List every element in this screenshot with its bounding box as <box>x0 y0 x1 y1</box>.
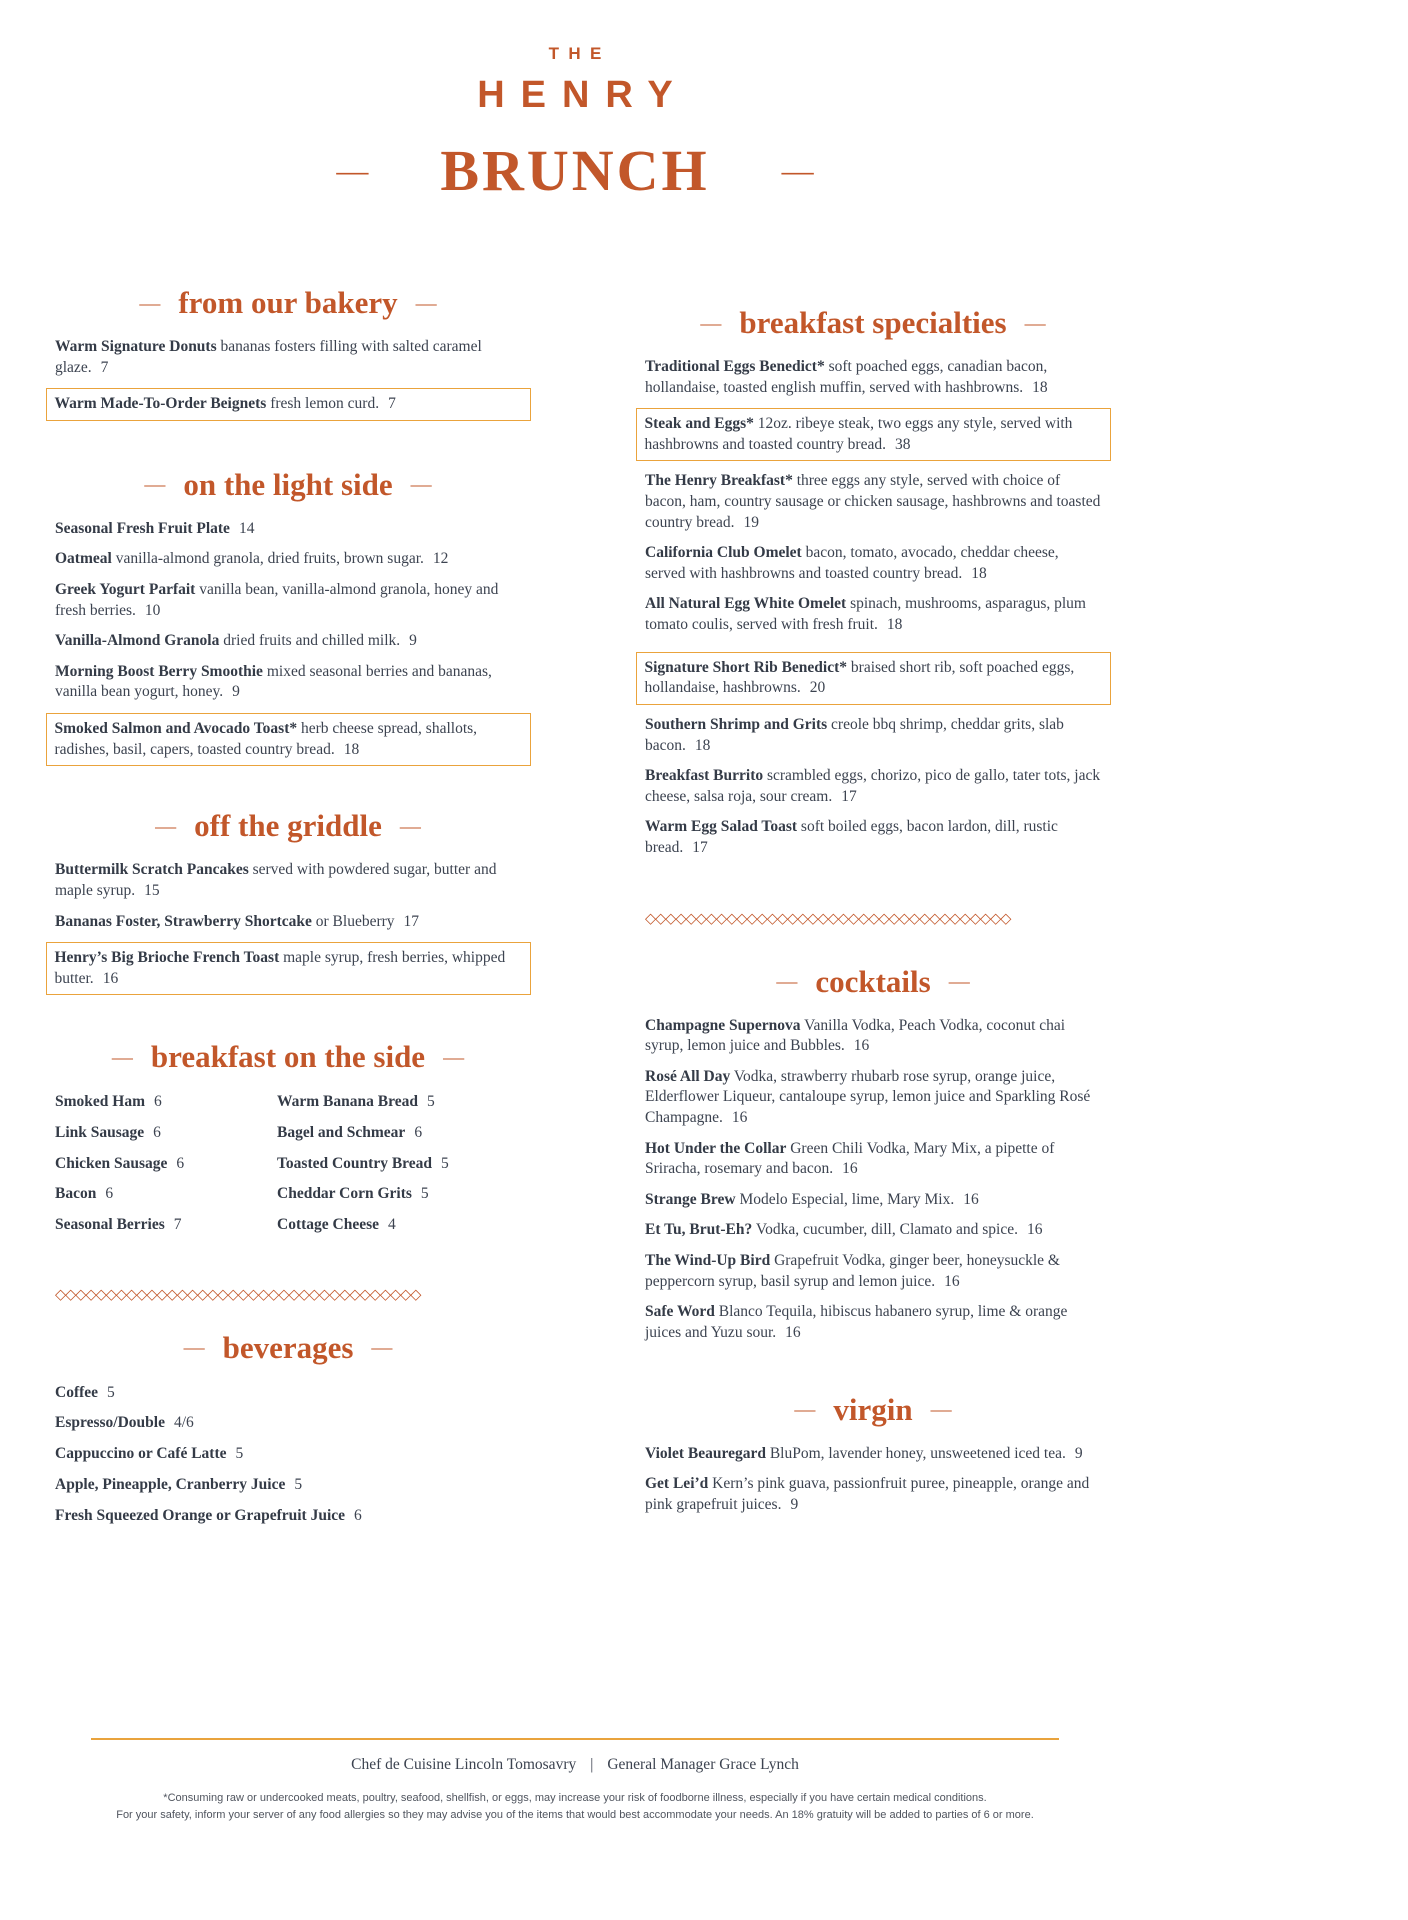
item-name: Espresso/Double <box>55 1414 165 1432</box>
heading-dash: — <box>443 1044 465 1069</box>
item-name: Fresh Squeezed Orange or Grapefruit Juice <box>55 1506 346 1524</box>
item-price: 7 <box>388 395 396 413</box>
menu-item <box>55 1122 277 1144</box>
item-price: 6 <box>354 1506 362 1524</box>
item-name: Smoked Salmon and Avocado Toast* <box>54 720 298 738</box>
menu-item <box>645 1302 1101 1343</box>
section-title: breakfast specialties <box>739 305 1007 340</box>
item-name: Southern Shrimp and Grits <box>645 715 828 733</box>
item-name: Breakfast Burrito <box>645 767 764 785</box>
item-name: The Wind-Up Bird <box>645 1252 771 1270</box>
item-price: 10 <box>144 601 161 619</box>
section-cocktails <box>645 964 1101 1344</box>
item-price: 9 <box>409 632 417 650</box>
menu-item <box>636 408 1111 461</box>
item-price: 17 <box>403 912 420 930</box>
item-name: Traditional Eggs Benedict* <box>645 358 825 375</box>
item-price: 16 <box>963 1190 979 1208</box>
item-price: 9 <box>232 683 240 701</box>
item-price: 5 <box>426 1093 435 1111</box>
menu-body <box>55 285 1101 1535</box>
item-name: Et Tu, Brut-Eh? <box>645 1221 753 1239</box>
item-description: vanilla-almond granola, dried fruits, brown sugar. <box>115 550 424 568</box>
item-price: 6 <box>105 1185 114 1203</box>
item-price: 16 <box>785 1323 801 1341</box>
heading-dash: — <box>183 1335 205 1360</box>
item-name: Seasonal Fresh Fruit Plate <box>55 519 230 537</box>
disclaimer <box>110 1790 1040 1824</box>
menu-item <box>55 1443 521 1465</box>
item-price: 6 <box>153 1124 161 1142</box>
heading-dash: — <box>930 1397 952 1421</box>
item-price: 7 <box>100 358 109 376</box>
section-heading <box>645 964 1101 1000</box>
section-heading <box>55 1039 521 1075</box>
heading-dash: — <box>410 472 432 497</box>
title-dash-left: — <box>336 152 369 188</box>
menu-item <box>55 1153 277 1175</box>
menu-item <box>277 1122 521 1144</box>
item-name: Champagne Supernova <box>645 1016 801 1034</box>
menu-item <box>645 1190 1101 1211</box>
menu-item <box>645 1474 1101 1515</box>
item-name: The Henry Breakfast* <box>645 472 793 490</box>
item-name: Chicken Sausage <box>55 1154 168 1172</box>
item-name: Cappuccino or Café Latte <box>55 1445 227 1463</box>
section-breakfast-specialties <box>645 305 1101 859</box>
item-price: 4 <box>388 1216 396 1234</box>
menu-item <box>636 652 1111 705</box>
item-price: 38 <box>894 435 911 453</box>
sides-grid <box>55 1091 521 1244</box>
item-price: 4/6 <box>173 1414 194 1432</box>
menu-item <box>55 912 521 933</box>
heading-dash: — <box>948 969 970 994</box>
credits-separator: | <box>590 1756 594 1773</box>
item-name: Cottage Cheese <box>277 1216 380 1234</box>
item-price: 7 <box>173 1216 182 1234</box>
item-description: Vodka, strawberry rhubarb rose syrup, orange juice, Elderflower Liqueur, cantaloupe syrup, lemon juice and Sparkling Rosé Champagne. <box>645 1067 1091 1127</box>
item-name: Steak and Eggs* <box>644 415 754 433</box>
item-price: 18 <box>1032 378 1048 396</box>
item-description: or Blueberry <box>315 912 395 930</box>
menu-item <box>55 631 521 652</box>
diamond-divider: ◇◇◇◇◇◇◇◇◇◇◇◇◇◇◇◇◇◇◇◇◇◇◇◇◇◇◇◇◇◇◇◇◇◇◇◇ <box>645 910 1011 927</box>
menu-item <box>645 357 1101 398</box>
item-name: Rosé All Day <box>645 1067 731 1085</box>
item-price: 12 <box>432 550 449 568</box>
item-description: dried fruits and chilled milk. <box>223 632 401 650</box>
menu-item <box>645 1251 1101 1292</box>
footer-rule <box>91 1738 1059 1740</box>
item-name: Apple, Pineapple, Cranberry Juice <box>55 1475 286 1493</box>
menu-item <box>645 594 1101 635</box>
item-list <box>645 1016 1101 1344</box>
item-price: 16 <box>102 969 119 987</box>
heading-dash: — <box>155 813 177 838</box>
section-heading <box>645 305 1101 341</box>
right-column <box>645 285 1101 1535</box>
item-price: 6 <box>154 1093 162 1111</box>
item-list <box>55 860 521 995</box>
heading-dash: — <box>139 290 161 315</box>
item-list <box>55 1382 521 1526</box>
item-name: All Natural Egg White Omelet <box>645 595 847 613</box>
menu-item <box>645 1067 1101 1129</box>
menu-item <box>645 1139 1101 1180</box>
section-heading <box>55 467 521 503</box>
item-description: scrambled eggs, chorizo, pico de gallo, tater tots, jack cheese, salsa roja, sour cream. <box>645 767 1101 805</box>
heading-dash: — <box>1024 310 1046 335</box>
section-heading <box>55 1330 521 1366</box>
chef-credit: Chef de Cuisine Lincoln Tomosavry <box>351 1756 577 1773</box>
menu-item <box>55 1214 277 1236</box>
item-price: 18 <box>694 736 711 754</box>
section-heading <box>55 808 521 844</box>
heading-dash: — <box>700 310 722 335</box>
item-name: Hot Under the Collar <box>645 1139 787 1157</box>
section-beverages <box>55 1330 521 1526</box>
menu-item <box>46 713 531 766</box>
section-off-the-griddle <box>55 808 521 995</box>
menu-item <box>645 1016 1101 1057</box>
section-title: from our bakery <box>178 285 398 320</box>
item-name: Bananas Foster, Strawberry Shortcake <box>55 912 312 930</box>
section-from-our-bakery <box>55 285 521 421</box>
menu-item <box>55 1183 277 1205</box>
item-price: 20 <box>809 679 826 697</box>
item-description: Kern’s pink guava, passionfruit puree, pineapple, orange and pink grapefruit juices. <box>645 1475 1090 1513</box>
menu-item <box>46 942 531 995</box>
item-name: Signature Short Rib Benedict* <box>644 658 848 676</box>
disclaimer-line-1: *Consuming raw or undercooked meats, poultry, seafood, shellfish, or eggs, may increase your risk of foodborne illness, especially if you have certain medical conditions. <box>163 1792 987 1804</box>
item-list <box>645 1444 1101 1516</box>
menu-item <box>55 1505 521 1527</box>
menu-item <box>55 519 521 540</box>
item-price: 16 <box>1026 1221 1043 1239</box>
section-heading <box>645 1392 1101 1428</box>
item-name: Link Sausage <box>55 1124 145 1142</box>
menu-item <box>55 1382 521 1404</box>
section-title: beverages <box>222 1329 354 1365</box>
heading-dash: — <box>794 1397 816 1421</box>
item-name: Smoked Ham <box>55 1093 145 1111</box>
heading-dash: — <box>399 813 421 838</box>
menu-item <box>55 337 521 378</box>
item-price: 17 <box>692 838 708 856</box>
menu-item <box>277 1153 521 1175</box>
menu-item <box>645 543 1101 584</box>
section-title: off the griddle <box>194 808 382 844</box>
menu-item <box>55 549 521 570</box>
section-title: on the light side <box>183 466 393 502</box>
item-name: Coffee <box>55 1383 99 1401</box>
item-name: Bacon <box>55 1185 97 1203</box>
item-name: Safe Word <box>645 1303 715 1321</box>
menu-item <box>645 766 1101 807</box>
menu-footer <box>0 1738 1150 1824</box>
item-name: Oatmeal <box>55 550 112 568</box>
menu-item <box>645 715 1101 756</box>
item-name: California Club Omelet <box>645 544 802 562</box>
item-name: Cheddar Corn Grits <box>277 1185 412 1203</box>
heading-dash: — <box>371 1335 393 1360</box>
item-name: Greek Yogurt Parfait <box>55 581 196 599</box>
diamond-divider: ◇◇◇◇◇◇◇◇◇◇◇◇◇◇◇◇◇◇◇◇◇◇◇◇◇◇◇◇◇◇◇◇◇◇◇◇ <box>55 1286 421 1303</box>
item-name: Vanilla-Almond Granola <box>55 632 220 650</box>
menu-item <box>55 662 521 703</box>
item-name: Get Lei’d <box>645 1475 709 1493</box>
section-virgin <box>645 1392 1101 1516</box>
item-price: 5 <box>107 1383 115 1401</box>
item-name: Henry’s Big Brioche French Toast <box>54 949 280 967</box>
item-description: three eggs any style, served with choice of bacon, ham, country sausage or chicken sausage, hashbrowns and toasted country bread. <box>645 472 1101 531</box>
item-price: 6 <box>176 1154 185 1172</box>
item-price: 16 <box>944 1272 960 1290</box>
item-description: bacon, tomato, avocado, cheddar cheese, served with hashbrowns and toasted country bread. <box>645 544 1059 582</box>
item-price: 18 <box>343 740 360 758</box>
item-name: Warm Egg Salad Toast <box>645 818 798 836</box>
menu-item <box>55 1474 521 1496</box>
sides-column-1 <box>55 1091 277 1244</box>
item-list <box>55 337 521 421</box>
disclaimer-line-2: For your safety, inform your server of any food allergies so they may advise you of the items that would best accommodate your needs. An 18% gratuity will be added to parties of 6 or more. <box>116 1809 1034 1822</box>
menu-item <box>55 580 521 621</box>
item-description: fresh lemon curd. <box>270 395 380 413</box>
section-breakfast-on-the-side <box>55 1039 521 1244</box>
item-price: 15 <box>144 881 160 899</box>
item-price: 5 <box>235 1445 244 1463</box>
item-price: 5 <box>420 1185 429 1203</box>
menu-item <box>277 1091 521 1113</box>
item-price: 16 <box>842 1160 858 1178</box>
item-description: Vanilla Vodka, Peach Vodka, coconut chai syrup, lemon juice and Bubbles. <box>645 1016 1066 1055</box>
brand-header <box>0 44 1150 204</box>
item-description: soft poached eggs, canadian bacon, hollandaise, toasted english muffin, served with hashbrowns. <box>645 358 1048 396</box>
brand-word-the: THE <box>548 44 611 63</box>
item-description: maple syrup, fresh berries, whipped butter. <box>54 949 506 987</box>
left-column <box>55 285 521 1535</box>
manager-credit: General Manager Grace Lynch <box>607 1756 799 1773</box>
title-dash-right: — <box>781 152 814 188</box>
item-description: creole bbq shrimp, cheddar grits, slab bacon. <box>645 715 1064 754</box>
section-title: breakfast on the side <box>150 1039 426 1075</box>
heading-dash: — <box>111 1044 133 1069</box>
brand-word-henry: HENRY <box>477 74 689 116</box>
section-on-the-light-side <box>55 467 521 766</box>
item-price: 5 <box>441 1154 449 1172</box>
item-name: Toasted Country Bread <box>277 1154 433 1172</box>
section-title: cocktails <box>815 963 931 999</box>
item-list <box>645 357 1101 859</box>
item-price: 17 <box>841 787 857 805</box>
item-description: BluPom, lavender honey, unsweetened iced tea. <box>769 1444 1066 1462</box>
heading-dash: — <box>415 290 437 315</box>
item-price: 16 <box>853 1037 870 1055</box>
item-name: Warm Banana Bread <box>277 1093 418 1111</box>
item-price: 14 <box>238 519 255 537</box>
item-price: 5 <box>294 1475 303 1493</box>
sides-column-2 <box>277 1091 521 1244</box>
item-description: Modelo Especial, lime, Mary Mix. <box>739 1190 955 1208</box>
item-name: Strange Brew <box>645 1190 736 1208</box>
menu-item <box>55 860 521 901</box>
item-description: mixed seasonal berries and bananas, vanilla bean yogurt, honey. <box>55 662 492 701</box>
item-price: 6 <box>414 1124 423 1142</box>
item-description: served with powdered sugar, butter and maple syrup. <box>55 861 497 899</box>
item-list <box>55 519 521 766</box>
section-heading <box>55 285 521 321</box>
item-description: Grapefruit Vodka, ginger beer, honeysuckle & peppercorn syrup, basil syrup and lemon juice. <box>645 1252 1060 1290</box>
menu-item <box>55 1091 277 1113</box>
menu-item <box>277 1183 521 1205</box>
menu-item <box>55 1412 521 1434</box>
item-description: bananas fosters filling with salted caramel glaze. <box>55 338 482 376</box>
item-name: Bagel and Schmear <box>277 1124 406 1142</box>
menu-title-row <box>0 137 1150 204</box>
menu-item <box>645 471 1101 533</box>
item-name: Morning Boost Berry Smoothie <box>55 662 263 680</box>
item-name: Warm Made-To-Order Beignets <box>54 395 267 413</box>
menu-item <box>645 1220 1101 1241</box>
item-price: 16 <box>731 1109 748 1127</box>
item-description: Green Chili Vodka, Mary Mix, a pipette of Sriracha, rosemary and bacon. <box>645 1139 1055 1178</box>
item-description: 12oz. ribeye steak, two eggs any style, served with hashbrowns and toasted country bread. <box>644 415 1073 453</box>
credits-line <box>0 1756 1150 1774</box>
menu-item <box>645 817 1101 858</box>
menu-item <box>645 1444 1101 1465</box>
item-name: Violet Beauregard <box>645 1444 766 1462</box>
menu-title: BRUNCH <box>440 138 710 203</box>
item-description: braised short rib, soft poached eggs, hollandaise, hashbrowns. <box>644 658 1075 697</box>
item-description: Vodka, cucumber, dill, Clamato and spice. <box>755 1221 1018 1239</box>
item-price: 18 <box>886 616 903 634</box>
menu-item <box>277 1214 521 1236</box>
item-name: Warm Signature Donuts <box>55 338 217 355</box>
section-title: virgin <box>833 1391 913 1427</box>
item-description: herb cheese spread, shallots, radishes, basil, capers, toasted country bread. <box>54 720 478 758</box>
menu-item <box>46 388 531 421</box>
item-description: spinach, mushrooms, asparagus, plum tomato coulis, served with fresh fruit. <box>645 595 1086 634</box>
item-price: 19 <box>743 513 760 531</box>
item-name: Seasonal Berries <box>55 1216 165 1234</box>
heading-dash: — <box>776 969 798 994</box>
item-name: Buttermilk Scratch Pancakes <box>55 861 249 879</box>
item-price: 9 <box>790 1495 799 1513</box>
item-description: vanilla bean, vanilla-almond granola, honey and fresh berries. <box>55 581 499 619</box>
heading-dash: — <box>144 472 166 497</box>
item-price: 9 <box>1074 1444 1083 1462</box>
item-price: 18 <box>971 564 987 582</box>
item-description: soft boiled eggs, bacon lardon, dill, rustic bread. <box>645 818 1058 856</box>
item-description: Blanco Tequila, hibiscus habanero syrup, lime & orange juices and Yuzu sour. <box>645 1303 1068 1341</box>
